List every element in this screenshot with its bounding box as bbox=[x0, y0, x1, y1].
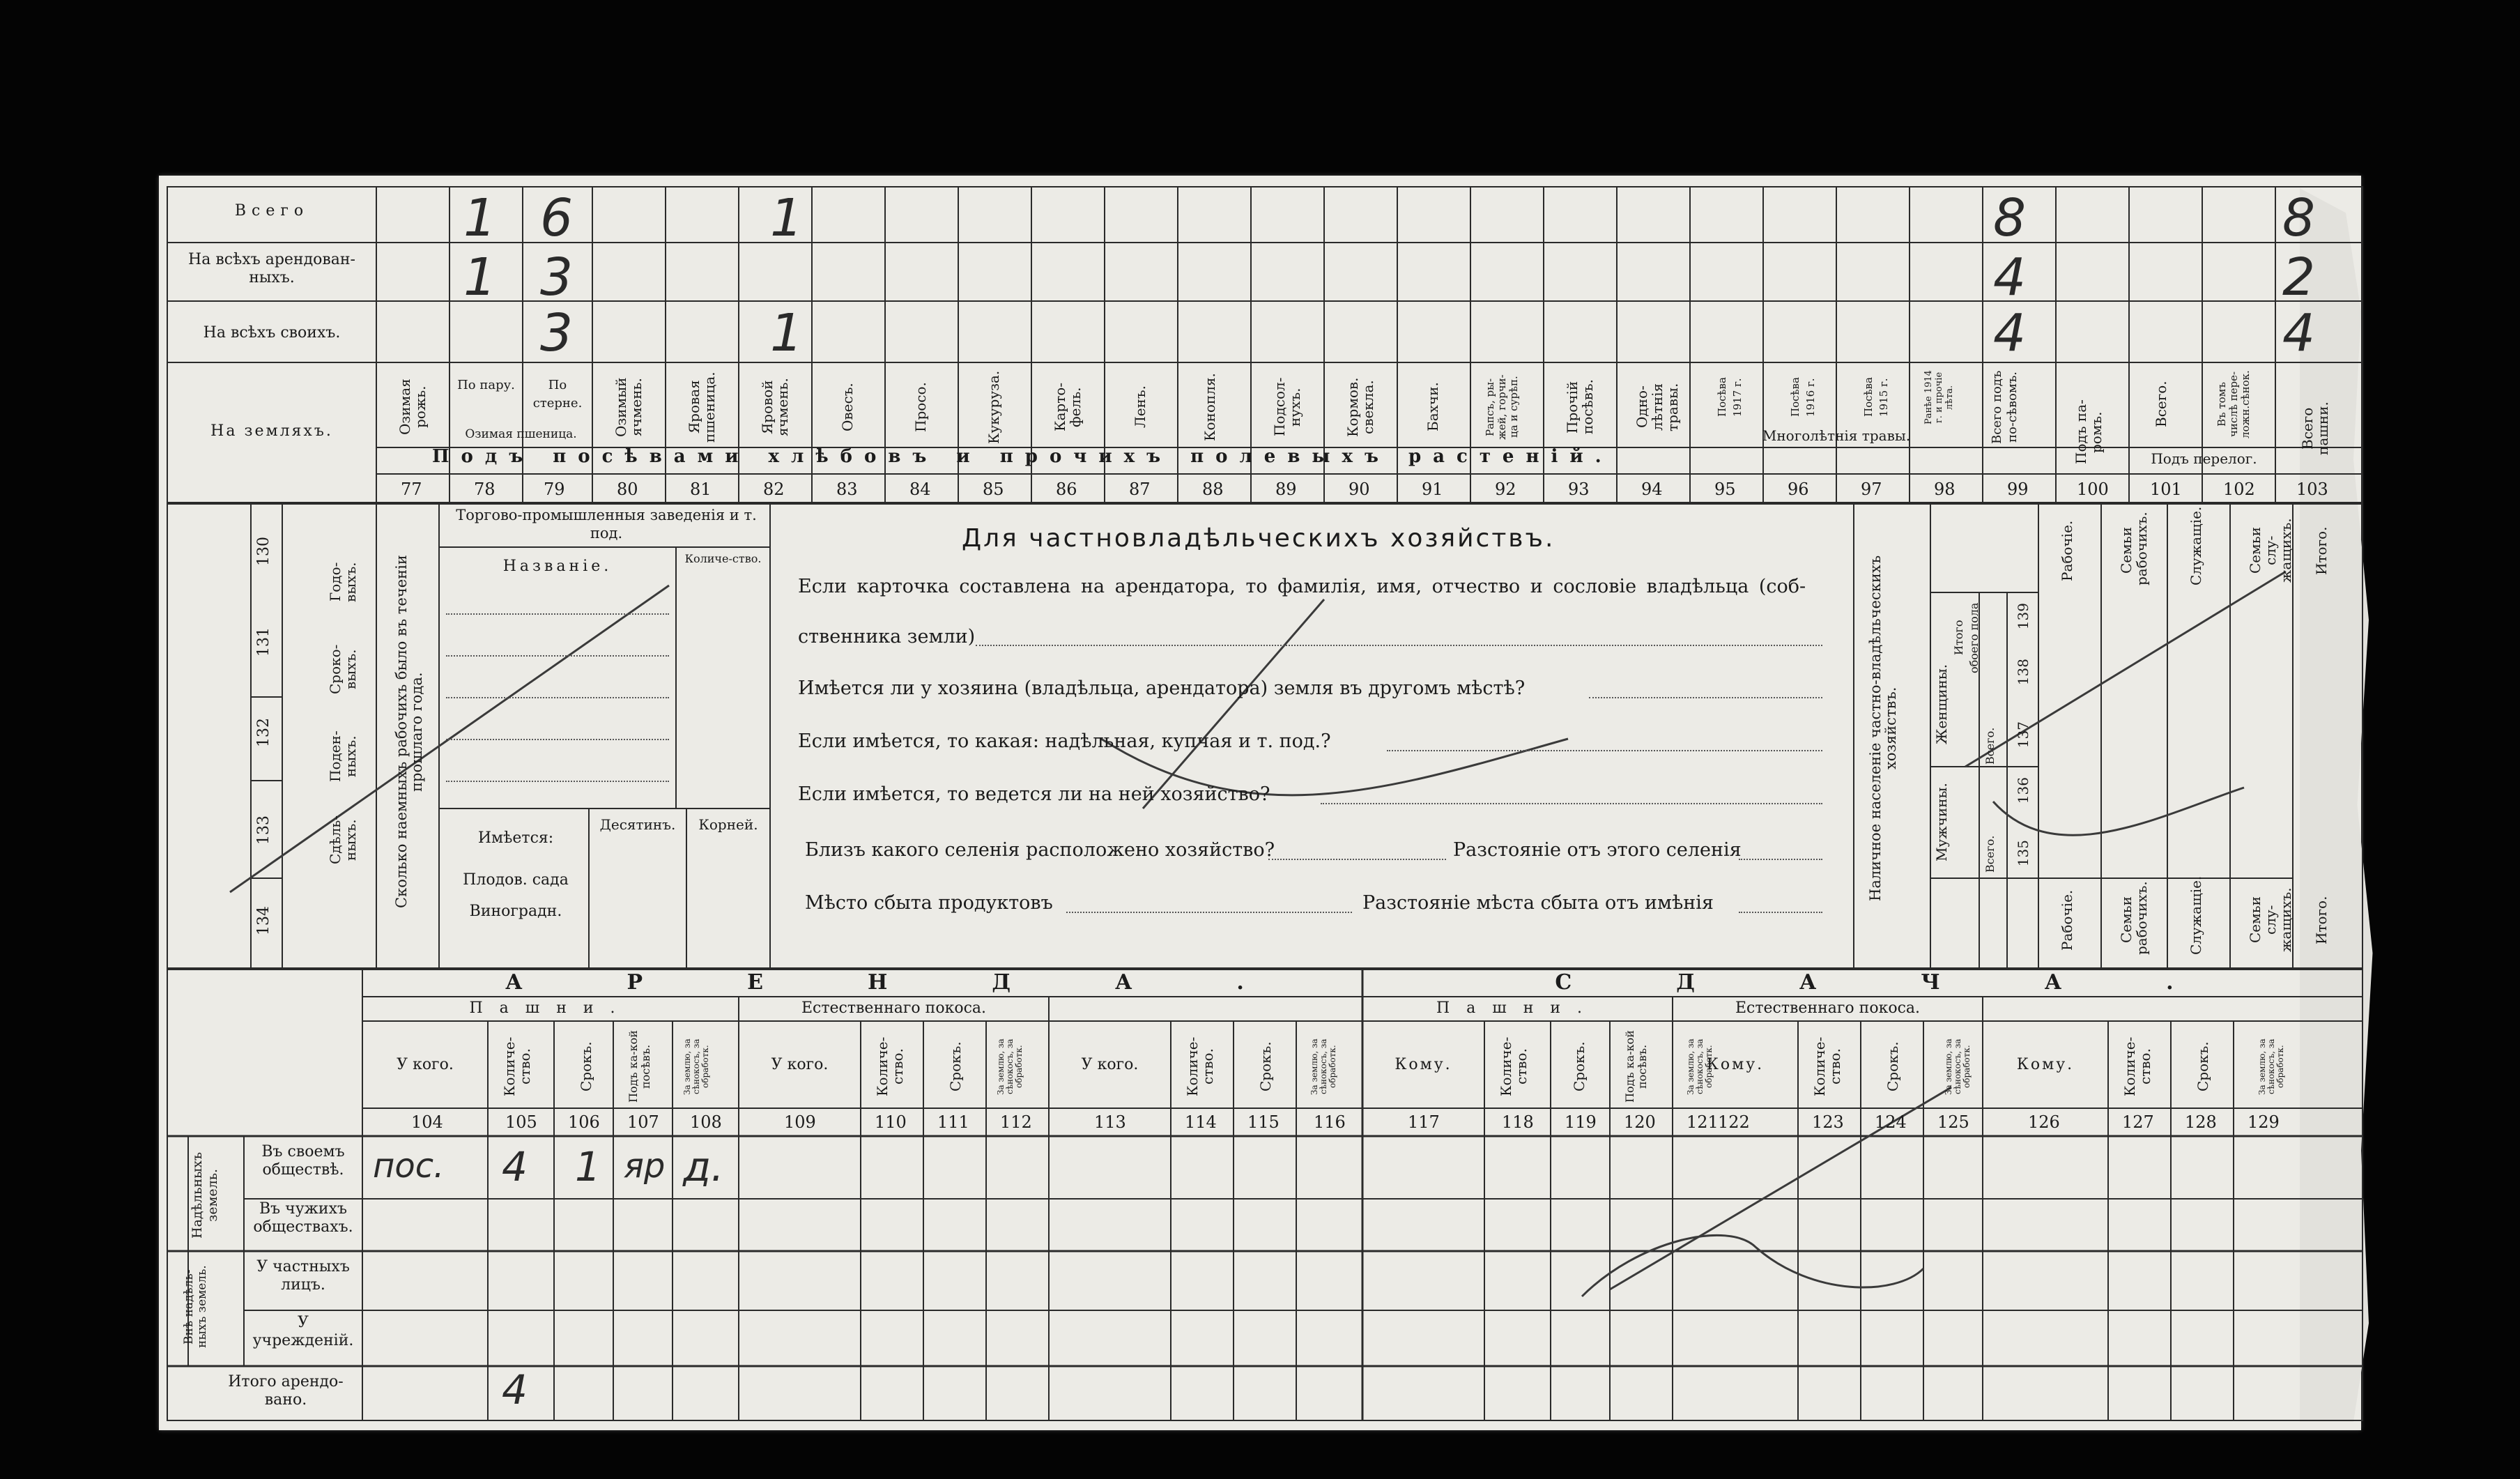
population-col-header: Семьи слу-жащихъ. bbox=[2247, 518, 2294, 583]
private-line-3-fill bbox=[1589, 697, 1822, 698]
col-number: 83 bbox=[836, 480, 858, 499]
col-number: 91 bbox=[1422, 480, 1443, 499]
col-number: 103 bbox=[2296, 480, 2328, 499]
population-muzhchiny: Мужчины. bbox=[1933, 783, 1950, 862]
private-line-2: ственника земли) bbox=[798, 626, 976, 647]
col-number: 82 bbox=[763, 480, 785, 499]
section-title-posevy: Подъ посѣвами хлѣбовъ и прочихъ полевыхъ растеній. bbox=[432, 446, 1613, 467]
population-number: 137 bbox=[2015, 721, 2031, 749]
col-number: 117 bbox=[1408, 1112, 1440, 1132]
hw-value: 3 bbox=[540, 247, 574, 307]
private-line-1: Если карточка составлена на арендатора, то фамилія, имя, отчество и сословіе владѣльца (соб- bbox=[798, 576, 1806, 597]
col-number: 129 bbox=[2248, 1112, 2280, 1132]
col-number: 80 bbox=[617, 480, 638, 499]
trade-imeetsya: Имѣется: bbox=[477, 829, 554, 847]
col-header: Прочій посѣвъ. bbox=[1564, 379, 1596, 435]
col-number: 106 bbox=[568, 1112, 600, 1132]
trade-qty-header: Количе-ство. bbox=[684, 552, 762, 565]
col-number: 93 bbox=[1568, 480, 1590, 499]
hw-value: 2 bbox=[2282, 247, 2316, 307]
col-kolichestvo: Количе-ство. bbox=[501, 1036, 533, 1097]
hw-srok: 1 bbox=[575, 1143, 601, 1190]
col-number: 95 bbox=[1714, 480, 1736, 499]
population-vsego: Всего. bbox=[1983, 727, 1997, 765]
trade-korney: Корней. bbox=[698, 816, 758, 833]
col-number: 86 bbox=[1056, 480, 1077, 499]
col-number: 90 bbox=[1349, 480, 1370, 499]
trade-vinogr: Виноградн. bbox=[469, 903, 562, 920]
col-number: 84 bbox=[909, 480, 931, 499]
col-number: 120 bbox=[1624, 1112, 1656, 1132]
col-za-zemlyu: За землю, за сѣнокосъ, за обработк. bbox=[1944, 1039, 1972, 1095]
population-vsego: Всего. bbox=[1983, 835, 1997, 873]
hw-value: 1 bbox=[463, 188, 497, 248]
group-vne: Внѣ надѣль-ныхъ земель. bbox=[182, 1265, 209, 1349]
row-chastnyh: У частныхъ лицъ. bbox=[256, 1258, 350, 1294]
col-number: 79 bbox=[544, 480, 565, 499]
col-header: Посѣва 1917 г. bbox=[1716, 377, 1744, 417]
hw-value: 6 bbox=[540, 188, 574, 248]
private-line-5-fill bbox=[1321, 803, 1822, 804]
hired-number: 132 bbox=[255, 718, 272, 747]
hw-value: 4 bbox=[2282, 303, 2316, 363]
row-uchrezhdeniy: У учрежденій. bbox=[252, 1314, 354, 1349]
trade-name-header: Названіе. bbox=[502, 558, 613, 575]
col-number: 109 bbox=[784, 1112, 816, 1132]
col-kolichestvo: Количе-ство. bbox=[1811, 1036, 1843, 1097]
col-srok: Срокъ. bbox=[1571, 1041, 1588, 1091]
population-number: 138 bbox=[2015, 659, 2031, 686]
trade-line bbox=[446, 697, 669, 698]
row-label-vsego: Всего bbox=[234, 202, 309, 220]
arenda-title: АРЕНДА. bbox=[505, 970, 1349, 995]
col-number: 78 bbox=[474, 480, 495, 499]
col-number: 122 bbox=[1718, 1112, 1750, 1132]
col-number: 105 bbox=[505, 1112, 537, 1132]
col-header: Всего подъ по-сѣвомъ. bbox=[1990, 370, 2020, 444]
population-col-header: Семьи рабочихъ. bbox=[2118, 512, 2150, 585]
population-col-header: Итого. bbox=[2313, 526, 2330, 575]
population-col-header: Семьи слу-жащихъ. bbox=[2247, 887, 2294, 953]
private-line-2-fill bbox=[976, 645, 1822, 646]
hw-value: 1 bbox=[770, 188, 804, 248]
private-line-5: Если имѣется, то ведется ли на ней хозяйство? bbox=[798, 783, 1270, 805]
col-srok: Срокъ. bbox=[2195, 1041, 2211, 1091]
col-number: 102 bbox=[2223, 480, 2255, 499]
row-label-na-zemlyah: На земляхъ. bbox=[210, 422, 333, 440]
hw-value: 8 bbox=[2282, 188, 2316, 248]
col-header: Бахчи. bbox=[1424, 382, 1441, 432]
col-komu: Кому. bbox=[2016, 1056, 2075, 1073]
col-subheader-ozimaya-pshenitsa: Озимая пшеница. bbox=[465, 427, 577, 441]
hw-u-kogo: пос. bbox=[373, 1147, 445, 1186]
col-number: 110 bbox=[875, 1112, 907, 1132]
private-line-7b: Разстояніе мѣста сбыта отъ имѣнія bbox=[1362, 892, 1714, 914]
private-title: Для частновладѣльческихъ хозяйствъ. bbox=[962, 524, 1555, 553]
hw-posev: яр bbox=[624, 1147, 666, 1186]
hired-number: 131 bbox=[255, 627, 272, 657]
col-header: По стерне. bbox=[532, 378, 583, 411]
col-za-zemlyu: За землю, за сѣнокосъ, за обработк. bbox=[996, 1039, 1024, 1095]
col-number: 81 bbox=[690, 480, 712, 499]
hw-value: 4 bbox=[1993, 303, 2027, 363]
population-col-header: Итого. bbox=[2313, 896, 2330, 944]
row-itogo-arendovano: Итого арендо-вано. bbox=[228, 1373, 344, 1409]
col-header: Одно-лѣтнія травы. bbox=[1634, 383, 1681, 431]
private-line-4: Если имѣется, то какая: надѣльная, купчая и т. под.? bbox=[798, 730, 1331, 752]
col-komu: Кому. bbox=[1395, 1056, 1452, 1073]
col-header: Овесъ. bbox=[839, 383, 856, 431]
col-header: Посѣва 1915 г. bbox=[1862, 377, 1890, 417]
private-line-6b-fill bbox=[1739, 859, 1822, 860]
col-komu: Кому. bbox=[1706, 1056, 1765, 1073]
col-number: 87 bbox=[1129, 480, 1151, 499]
col-number: 99 bbox=[2007, 480, 2029, 499]
private-line-3: Имѣется ли у хозяина (владѣльца, арендатора) земля въ другомъ мѣстѣ? bbox=[798, 677, 1526, 699]
col-number: 92 bbox=[1495, 480, 1516, 499]
col-number: 124 bbox=[1875, 1112, 1907, 1132]
trade-title: Торгово-промышленныя заведенія и т. под. bbox=[456, 507, 757, 542]
col-number: 121 bbox=[1687, 1112, 1719, 1132]
col-number: 126 bbox=[2028, 1112, 2060, 1132]
hw-value: 1 bbox=[770, 303, 804, 363]
col-u-kogo: У кого. bbox=[397, 1056, 454, 1073]
col-header: Яровая пшеница. bbox=[686, 371, 718, 443]
population-col-header: Семьи рабочихъ. bbox=[2118, 881, 2150, 955]
hired-label: Поден-ныхъ. bbox=[327, 730, 359, 782]
col-za-zemlyu: За землю, за сѣнокосъ, за обработк. bbox=[682, 1039, 710, 1095]
col-za-zemlyu: За землю, за сѣнокосъ, за обработк. bbox=[1309, 1039, 1337, 1095]
col-kolichestvo: Количе-ство. bbox=[1498, 1036, 1530, 1097]
hw-value: 8 bbox=[1993, 188, 2027, 248]
private-line-6b: Разстояніе отъ этого селенія bbox=[1453, 839, 1742, 861]
population-itogo-obo: Итого обоего пола bbox=[1952, 602, 1981, 673]
col-kolichestvo: Количе-ство. bbox=[1184, 1036, 1216, 1097]
col-srok: Срокъ. bbox=[1257, 1041, 1274, 1091]
hw-plata: д. bbox=[683, 1143, 724, 1190]
col-number: 94 bbox=[1641, 480, 1663, 499]
col-header: Кукуруза. bbox=[985, 370, 1002, 444]
trade-desyatin: Десятинъ. bbox=[599, 816, 676, 833]
col-header: Всего пашни. bbox=[2299, 401, 2331, 456]
population-number: 139 bbox=[2015, 603, 2031, 630]
col-header: Подъ па-ромъ. bbox=[2073, 399, 2105, 465]
col-kolichestvo: Количе-ство. bbox=[874, 1036, 906, 1097]
col-number: 116 bbox=[1314, 1112, 1346, 1132]
row-label-arendovannyh: На всѣхъ арендован- ныхъ. bbox=[188, 251, 355, 286]
row-label-svoih: На всѣхъ своихъ. bbox=[203, 324, 341, 342]
private-line-7b-fill bbox=[1739, 912, 1822, 913]
col-number: 101 bbox=[2150, 480, 2182, 499]
private-line-7-fill bbox=[1066, 912, 1352, 913]
col-number: 113 bbox=[1094, 1112, 1126, 1132]
col-header: Озимая рожь. bbox=[397, 378, 429, 436]
trade-line bbox=[446, 655, 669, 657]
col-number: 96 bbox=[1788, 480, 1809, 499]
col-header: Ленъ. bbox=[1132, 385, 1148, 429]
col-kolichestvo: Количе-ство. bbox=[2121, 1036, 2153, 1097]
col-header: Конопля. bbox=[1201, 373, 1218, 441]
col-number: 77 bbox=[401, 480, 422, 499]
sdacha-title: СДАЧА. bbox=[1555, 970, 2278, 995]
col-number: 123 bbox=[1812, 1112, 1844, 1132]
col-header: Яровой ячмень. bbox=[759, 378, 791, 436]
col-number: 108 bbox=[690, 1112, 722, 1132]
hw-itogo: 4 bbox=[502, 1366, 528, 1413]
col-number: 104 bbox=[411, 1112, 443, 1132]
sdacha-pokos: Естественнаго покоса. bbox=[1735, 999, 1920, 1017]
population-col-header: Рабочіе. bbox=[2059, 889, 2075, 951]
col-pod-kakoy: Подъ ка-кой посѣвъ. bbox=[1623, 1030, 1649, 1103]
col-pod-kakoy: Подъ ка-кой посѣвъ. bbox=[627, 1030, 652, 1103]
col-header: Карто-фель. bbox=[1052, 382, 1084, 432]
col-number: 111 bbox=[937, 1112, 969, 1132]
hired-label: Сроко-выхъ. bbox=[327, 644, 359, 694]
col-srok: Срокъ. bbox=[1884, 1041, 1901, 1091]
row-svoem: Въ своемъ обществѣ. bbox=[261, 1143, 345, 1179]
row-chuzhih: Въ чужихъ обществахъ. bbox=[253, 1200, 353, 1236]
hired-label: Годо-выхъ. bbox=[327, 562, 359, 602]
trade-line bbox=[446, 739, 669, 740]
col-number: 112 bbox=[1000, 1112, 1032, 1132]
trade-sad: Плодов. сада bbox=[463, 871, 569, 889]
col-number: 100 bbox=[2077, 480, 2109, 499]
col-srok: Срокъ. bbox=[947, 1041, 964, 1091]
col-header: По пару. bbox=[457, 378, 515, 392]
col-u-kogo: У кого. bbox=[771, 1056, 829, 1073]
col-number: 114 bbox=[1185, 1112, 1217, 1132]
population-number: 135 bbox=[2015, 840, 2031, 867]
hw-value: 3 bbox=[540, 303, 574, 363]
col-header: Въ томъ числѣ пере-ложн.сѣнок. bbox=[2215, 370, 2252, 438]
col-number: 118 bbox=[1502, 1112, 1534, 1132]
population-zhenshchiny: Женщины. bbox=[1933, 664, 1950, 744]
trade-line bbox=[446, 613, 669, 615]
hired-vertical-title: Сколько наемныхъ рабочихъ было въ теченіи прошлаго года. bbox=[393, 555, 425, 909]
hw-value: 1 bbox=[463, 247, 497, 307]
col-number: 98 bbox=[1934, 480, 1956, 499]
hired-number: 133 bbox=[255, 815, 272, 845]
col-header: Подсол-нухъ. bbox=[1271, 377, 1303, 437]
col-subheader-mnogoletnie: Многолѣтнія травы. bbox=[1762, 427, 1911, 444]
col-number: 125 bbox=[1937, 1112, 1969, 1132]
arenda-pokos: Естественнаго покоса. bbox=[801, 999, 986, 1017]
col-header: Ранѣе 1914 г. и прочіе лѣта. bbox=[1923, 370, 1955, 424]
trade-line bbox=[446, 781, 669, 782]
population-col-header: Рабочіе. bbox=[2059, 520, 2075, 581]
arenda-pashni: Пашни. bbox=[469, 999, 632, 1017]
col-header: Рапсъ, ры-жей, горчи-ца и сурѣп. bbox=[1484, 374, 1520, 440]
col-number: 119 bbox=[1565, 1112, 1597, 1132]
col-number: 85 bbox=[983, 480, 1004, 499]
group-nadel: Надѣльныхъ земель. bbox=[190, 1151, 220, 1239]
col-number: 127 bbox=[2122, 1112, 2154, 1132]
private-line-6-fill bbox=[1268, 859, 1446, 860]
col-subheader-pod-perelog: Подъ перелог. bbox=[2151, 450, 2257, 467]
hired-label: Сдѣль-ныхъ. bbox=[327, 815, 359, 865]
hired-number: 134 bbox=[255, 906, 272, 935]
hw-value: 4 bbox=[1993, 247, 2027, 307]
hw-kolichestvo: 4 bbox=[502, 1143, 528, 1190]
col-u-kogo: У кого. bbox=[1081, 1056, 1139, 1073]
col-header: Кормов. свекла. bbox=[1344, 377, 1376, 437]
col-za-zemlyu: За землю, за сѣнокосъ, за обработк. bbox=[1686, 1039, 1714, 1095]
col-number: 89 bbox=[1275, 480, 1297, 499]
population-col-header: Служащіе. bbox=[2188, 506, 2204, 585]
col-za-zemlyu: За землю, за сѣнокосъ, за обработк. bbox=[2257, 1039, 2285, 1095]
col-header: Озимый ячмень. bbox=[613, 377, 645, 437]
sdacha-pashni: Пашни. bbox=[1436, 999, 1599, 1017]
hired-number: 130 bbox=[255, 537, 272, 566]
col-number: 88 bbox=[1202, 480, 1224, 499]
col-number: 115 bbox=[1247, 1112, 1280, 1132]
private-line-4-fill bbox=[1387, 750, 1822, 751]
col-number: 128 bbox=[2185, 1112, 2217, 1132]
population-number: 136 bbox=[2015, 777, 2031, 804]
col-header: Посѣва 1916 г. bbox=[1789, 377, 1817, 417]
col-number: 97 bbox=[1861, 480, 1882, 499]
col-srok: Срокъ. bbox=[578, 1041, 594, 1091]
population-col-header: Служащіе. bbox=[2188, 875, 2204, 955]
col-header: Всего. bbox=[2153, 381, 2169, 428]
col-number: 107 bbox=[627, 1112, 659, 1132]
population-vertical-title: Наличное населеніе частно-владѣльческихъ хозяйствъ. bbox=[1867, 555, 1899, 902]
private-line-7: Мѣсто сбыта продуктовъ bbox=[805, 892, 1053, 914]
private-line-6: Близъ какого селенія расположено хозяйство? bbox=[805, 839, 1275, 861]
col-header: Просо. bbox=[912, 382, 929, 432]
